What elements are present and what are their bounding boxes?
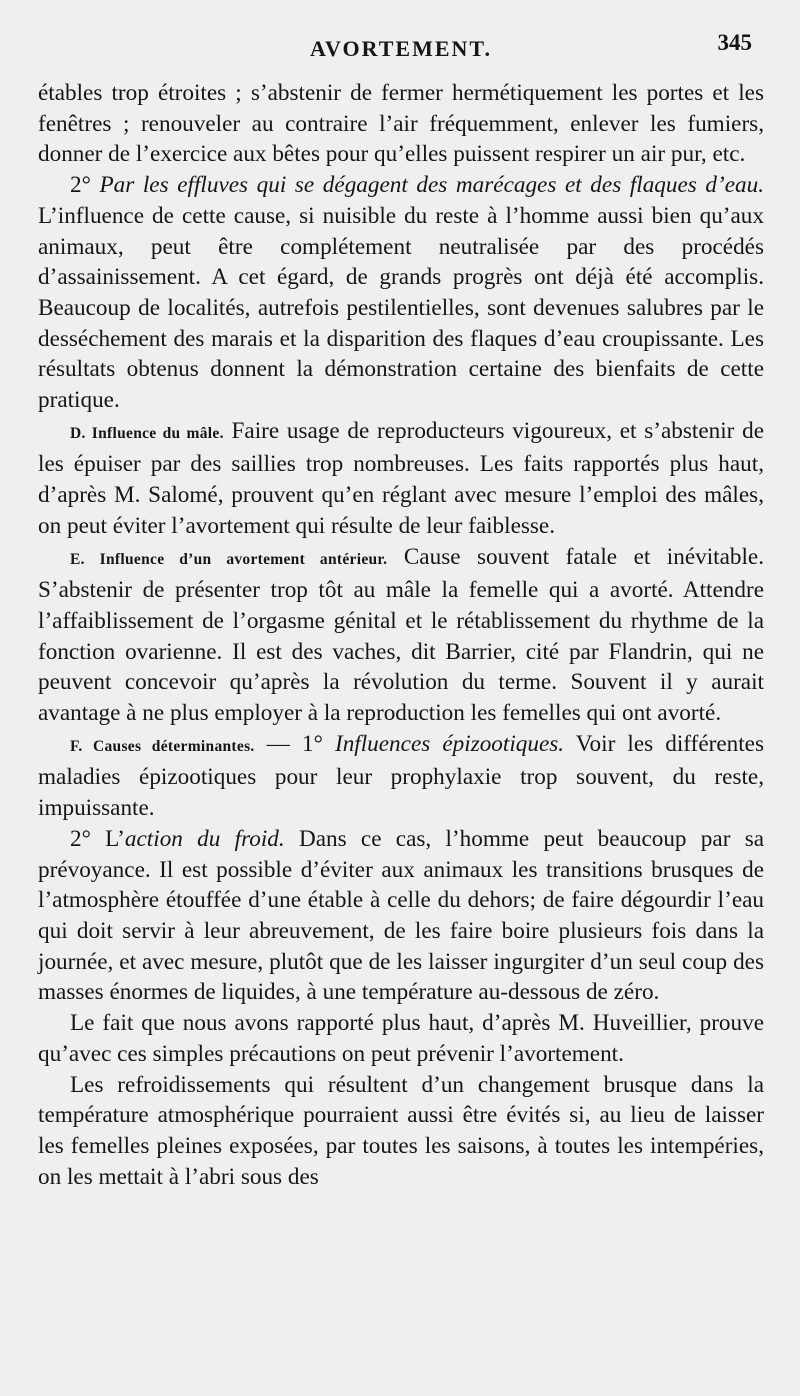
section-heading: D. Influence du mâle. bbox=[70, 424, 224, 442]
item-number: 2° bbox=[70, 172, 91, 199]
paragraph-text: Cause souvent fatale et inévitable. S’abstenir de présenter trop tôt au mâle la femelle qui a avorté. Attendre l’affaiblissement de l’orgasme génital et le rétablissement du rhythme de la fonction ovarienne. Il est des vaches, dit Barrier, cité par Flandrin, qui ne peuvent concevoir qu’après la révolution du terme. Souvent il y aurait avantage à ne plus employer à la reproduction les femelles qui ont avorté. bbox=[38, 543, 765, 727]
page-header bbox=[38, 30, 752, 70]
italic-heading: action du froid. bbox=[124, 825, 285, 852]
paragraph-1: étables trop étroites ; s’abstenir de fermer hermétiquement les portes et les fenêtres ; renouveler au contraire l’air fréquemment, enlever les fumiers, donner de l’exercice aux bêtes pour qu’elles puissent respirer un air pur, etc. bbox=[38, 80, 764, 168]
section-heading: E. Influence d’un avortement antérieur. bbox=[70, 550, 388, 568]
running-title: AVORTEMENT. bbox=[310, 36, 492, 61]
italic-heading: Influences épizootiques. bbox=[334, 730, 565, 757]
paragraph-3 bbox=[38, 416, 764, 542]
paragraph-5 bbox=[38, 729, 764, 824]
paragraph-6 bbox=[38, 824, 764, 1008]
page-number: 345 bbox=[717, 30, 752, 55]
paragraph-8: Les refroidissements qui résultent d’un changement brusque dans la température atmosphérique pourraient aussi être évités si, au lieu de laisser les femelles pleines exposées, par toutes les saisons, à toutes les intempéries, on les mettait à l’abri sous des bbox=[38, 1071, 764, 1190]
body-text bbox=[38, 78, 764, 1192]
paragraph-text: Dans ce cas, l’homme peut beaucoup par sa prévoyance. Il est possible d’éviter aux animaux les transitions brusques de l’atmosphère étouffée d’une étable à celle du dehors; de faire dégourdir l’eau qui doit servir à leur abreuvement, de les faire boire plusieurs fois dans la journée, et avec mesure, plutôt que de les laisser ingurgiter d’un seul coup des masses énormes de liquides, à une température au-dessous de zéro. bbox=[38, 825, 765, 1006]
paragraph-text: Voir les différentes maladies épizootiques pour leur prophylaxie trop souvent, du reste, impuissante. bbox=[38, 730, 764, 822]
paragraph-2 bbox=[38, 170, 764, 416]
paragraph-text: Faire usage de reproducteurs vigoureux, et s’abstenir de les épuiser par des saillies trop nombreuses. Les faits rapportés plus haut, d’après M. Salomé, prouvent qu’en réglant avec mesure l’emploi des mâles, on peut éviter l’avortement qui résulte de leur faiblesse. bbox=[38, 417, 764, 539]
paragraph-7: Le fait que nous avons rapporté plus haut, d’après M. Huveillier, prouve qu’avec ces simples précautions on peut prévenir l’avortement. bbox=[38, 1010, 764, 1067]
paragraph-4 bbox=[38, 542, 764, 729]
paragraph-text: L’influence de cette cause, si nuisible du reste à l’homme aussi bien qu’aux animaux, peut être complétement neutralisée par des procédés d’assainissement. A cet égard, de grands progrès ont déjà été accomplis. Beaucoup de localités, autrefois pestilentielles, sont devenues salubres par le desséchement des marais et la disparition des flaques d’eau croupissante. Les résultats obtenus donnent la démonstration certaine des bienfaits de cette pratique. bbox=[38, 202, 764, 414]
dash-number: — 1° bbox=[254, 730, 323, 757]
item-number: 2° L’ bbox=[70, 825, 125, 852]
section-heading: F. Causes déterminantes. bbox=[70, 737, 255, 755]
italic-heading: Par les effluves qui se dégagent des marécages et des flaques d’eau. bbox=[99, 172, 765, 199]
